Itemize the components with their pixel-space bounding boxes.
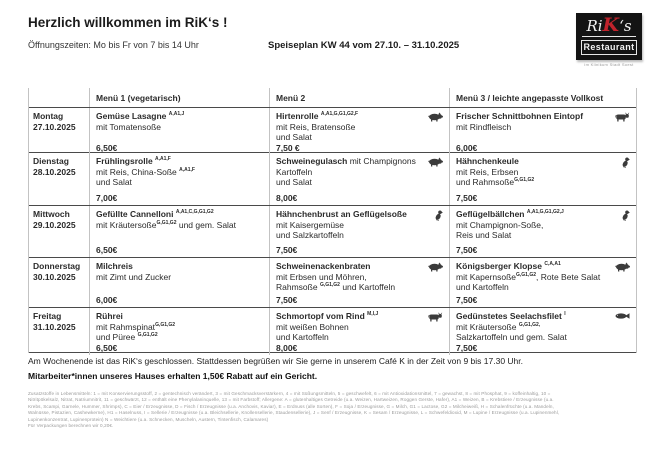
table-header-row xyxy=(29,88,636,108)
logo-name: Restaurant xyxy=(581,40,637,55)
dish-description-line: Salzkartoffeln und gem. Salat xyxy=(456,332,567,342)
dish-cell xyxy=(89,108,269,155)
dish-cell xyxy=(269,206,449,257)
dish-title: Frühlingsrolle $^{A,A1,F}$ xyxy=(96,156,171,166)
dish-price: 6,00€ xyxy=(96,294,118,305)
dish-title: Schweinenackenbraten xyxy=(276,261,371,271)
legend-line: Zusatzstoffe in Lebensmitteln: 1 = mit Konservierungsstoff, 2 = gentechnisch verändert, 3 = mit Geschmacksverstärkern, 4 = mit Süßungsmitteln, 5 = geschwefelt, 6 = mit Antioxidationsmittel, 7 = gewachst, 8 = mit Phosphat, 9 = koffeinhaltig, 10 = xyxy=(28,391,551,396)
dish-description-line: und Salzkartoffeln xyxy=(276,230,344,240)
dish-cell xyxy=(89,308,269,355)
dish-description-line: mit Rindfleisch xyxy=(456,121,512,132)
dish-description-line: mit Erbsen und Möhren, xyxy=(276,271,367,282)
dish-description-line: mit Kapernsoße$^{G,G1,G2}$, Rote Bete Salat xyxy=(456,271,601,282)
opening-hours: Öffnungszeiten: Mo bis Fr von 7 bis 14 Uhr xyxy=(28,40,199,50)
dish-title: Schweinegulasch mit Champignons xyxy=(276,156,416,166)
dish-cell xyxy=(449,258,636,307)
dish-cell xyxy=(89,153,269,205)
dish-description-line: Reis und Salat xyxy=(456,230,512,240)
table-row xyxy=(29,108,636,153)
dish-description-line: mit Champignon-Soße, xyxy=(456,219,544,230)
dish-price: 6,50€ xyxy=(96,244,118,255)
dish-price: 7,00€ xyxy=(96,192,118,203)
dish-cell xyxy=(449,153,636,205)
dish-description-line: Kartoffeln xyxy=(276,166,313,177)
logo-tagline: im Klinikum Stadt Soest xyxy=(584,62,634,67)
logo-script-k: K xyxy=(602,14,620,36)
dish-title: Gemüse Lasagne $^{A,A1,J}$ xyxy=(96,111,185,121)
dish-description-line: mit Tomatensoße xyxy=(96,121,162,132)
dish-title: Geflügelbällchen $^{A,A1,G,G1,G2,J}$ xyxy=(456,209,564,219)
fish-icon xyxy=(615,312,630,320)
day-cell: Dienstag 28.10.2025 xyxy=(33,156,76,177)
dish-description-line: mit Kräutersoße $^{G,G1,G2,}$ xyxy=(456,321,541,332)
dish-description-line: mit Zimt und Zucker xyxy=(96,271,172,282)
dish-cell xyxy=(269,108,449,155)
dish-title: Milchreis xyxy=(96,261,133,271)
pig-icon xyxy=(428,112,443,122)
dish-price: 8,00€ xyxy=(276,342,298,353)
column-header-menu1: Menü 1 (vegetarisch) xyxy=(89,88,269,107)
dish-description-line: mit weißen Bohnen xyxy=(276,321,349,332)
legend-line: Walnüsse, Pistazien, Cashewkerne), H1 = Haselnuss, I = Sellerie / Erzeugnisse (u.a. Bleichsellerie, Knollensellerie, Staudensellerie), J = Senf / Erzeugnisse, K = Sesam / Erzeugnisse, L = Schwefeldioxid, M = Lupine / Erzeugnisse (u.a. Lupinenmehl, xyxy=(28,410,560,416)
dish-title: Königsberger Klopse $^{C,A,A1}$ xyxy=(456,261,561,271)
dish-description-line: und Salat xyxy=(276,132,312,142)
dish-description-line: und Salat xyxy=(276,177,312,187)
pig-icon xyxy=(615,262,630,272)
dish-title: Frischer Schnittbohnen Eintopf xyxy=(456,111,584,121)
dish-cell xyxy=(449,108,636,155)
dish-title: Hähnchenkeule xyxy=(456,156,519,166)
dish-description-line: mit Kräutersoße$^{G,G1,G2}$ und gem. Salat xyxy=(96,219,237,230)
dish-title: Rührei xyxy=(96,311,123,321)
chicken-icon xyxy=(434,210,443,221)
column-header-menu3: Menü 3 / leichte angepasste Vollkost xyxy=(449,88,636,107)
column-header-day xyxy=(29,88,89,107)
page-title: Herzlich willkommen im RiK‘s ! xyxy=(28,15,228,30)
dish-description-line: mit Reis, Bratensoße xyxy=(276,121,356,132)
day-cell: Montag 27.10.2025 xyxy=(33,111,76,132)
legend-lines xyxy=(28,391,632,423)
chicken-icon xyxy=(621,210,630,221)
table-row xyxy=(29,206,636,258)
column-header-menu2: Menü 2 xyxy=(269,88,449,107)
table-row xyxy=(29,308,636,353)
logo-script: RiK‘s xyxy=(582,17,635,37)
dish-cell xyxy=(449,308,636,355)
dish-price: 8,00€ xyxy=(276,192,298,203)
dish-description-line: mit Reis, Erbsen xyxy=(456,166,519,177)
dish-title: Gedünstetes Seelachsfilet $^I$ xyxy=(456,311,566,321)
day-cell: Donnerstag 30.10.2025 xyxy=(33,261,81,282)
dish-title: Hähnchenbrust an Geflügelsoße xyxy=(276,209,407,219)
dish-cell xyxy=(89,206,269,257)
dish-description-line: mit Rahmspinat$^{G,G1,G2}$ xyxy=(96,321,176,332)
day-cell: Freitag 31.10.2025 xyxy=(33,311,76,332)
dish-title: Hirtenrolle $^{A,A1,G,G1,G2,F}$ xyxy=(276,111,359,121)
legend-line: Krebs, Scampi, Garnele, Hummer, Shrimps), C = Eier / Erzeugnisse, D = Fisch / Erzeugnisse (u.a. Anchovis, Kaviar), E = Erdnuss (alle Sorten), F = Soja / Erzeugnisse, G = Milch, G1 = Lactose, G2 = Milcheiweiß, H = Schalenfrüchte (u.a. Mandeln, xyxy=(28,403,554,409)
dish-price: 7,50€ xyxy=(276,244,298,255)
dish-cell xyxy=(269,308,449,355)
dish-price: 6,50€ xyxy=(96,342,118,353)
dish-description-line: und Püree $^{G,G1,G2}$ xyxy=(96,332,158,342)
dish-price: 7,50€ xyxy=(456,244,478,255)
allergen-legend xyxy=(28,391,632,429)
logo-box xyxy=(576,13,642,60)
cow-icon xyxy=(428,312,443,322)
dish-price: 6,50€ xyxy=(96,142,118,153)
plan-title: Speiseplan KW 44 vom 27.10. – 31.10.2025 xyxy=(268,40,460,51)
dish-description-line: und Kartoffeln xyxy=(456,282,509,292)
pig-icon xyxy=(428,262,443,272)
dish-price: 7,50€ xyxy=(276,294,298,305)
chicken-icon xyxy=(621,157,630,168)
dish-description-line: Rahmsoße $^{G,G1,G2}$ und Kartoffeln xyxy=(276,282,396,292)
dish-price: 7,50€ xyxy=(456,192,478,203)
dish-description-line: und Kartoffeln xyxy=(276,332,329,342)
dish-description-line: mit Reis, China-Soße $^{A,A1,F}$ xyxy=(96,166,195,177)
dish-price: 7,50€ xyxy=(456,342,478,353)
legend-line: Lupinenkonzentrat, Lupinenprotein) N = Weichtiere (u.a. Schnecken, Muscheln, Austern, Tintenfisch, Calamares) xyxy=(28,416,269,422)
dish-cell xyxy=(449,206,636,257)
dish-price: 6,00€ xyxy=(456,142,478,153)
day-cell: Mittwoch 29.10.2025 xyxy=(33,209,76,230)
dish-title: Schmortopf vom Rind $^{M,I,J}$ xyxy=(276,311,379,321)
menu-table xyxy=(28,88,637,353)
restaurant-logo xyxy=(576,13,642,67)
cow-icon xyxy=(615,112,630,122)
dish-cell xyxy=(89,258,269,307)
staff-discount-note: Mitarbeiter*innen unseres Hauses erhalten 1,50€ Rabatt auf ein Gericht. xyxy=(28,371,318,381)
dish-price: 7,50€ xyxy=(456,294,478,305)
dish-cell xyxy=(269,153,449,205)
dish-cell xyxy=(269,258,449,307)
table-row xyxy=(29,153,636,206)
dish-description-line: mit Kaisergemüse xyxy=(276,219,345,230)
dish-description-line: und Rahmsoße$^{G,G1,G2}$ xyxy=(456,177,535,187)
dish-description-line: und Salat xyxy=(96,177,132,187)
packaging-note: Für Verpackungen berechnen wir 0,20€. xyxy=(28,423,114,429)
dish-price: 7,50 € xyxy=(276,142,300,153)
dish-title: Gefüllte Cannelloni $^{A,A1,C,G,G1,G2}$ xyxy=(96,209,214,219)
legend-line: Nitritpökelsalz, Nitrat, Natriumnitrit, 11 = geschwärzt, 12 = enthält eine Phenylalaninquelle, 13 = mit Farbstoff; Allergene: A = glutenhaltiges Getreide (u.a. Weizen, Hartweizen, Roggen Gerste, Hafer), A1 = Weizen, B = Krebstiere / Erzeugnisse (u.a. xyxy=(28,397,554,403)
weekend-note: Am Wochenende ist das RiK‘s geschlossen. Stattdessen begrüßen wir Sie gerne in unserem Café K in der Zeit von 9 bis 17.30 Uhr. xyxy=(28,356,523,366)
table-row xyxy=(29,258,636,308)
pig-icon xyxy=(428,157,443,167)
